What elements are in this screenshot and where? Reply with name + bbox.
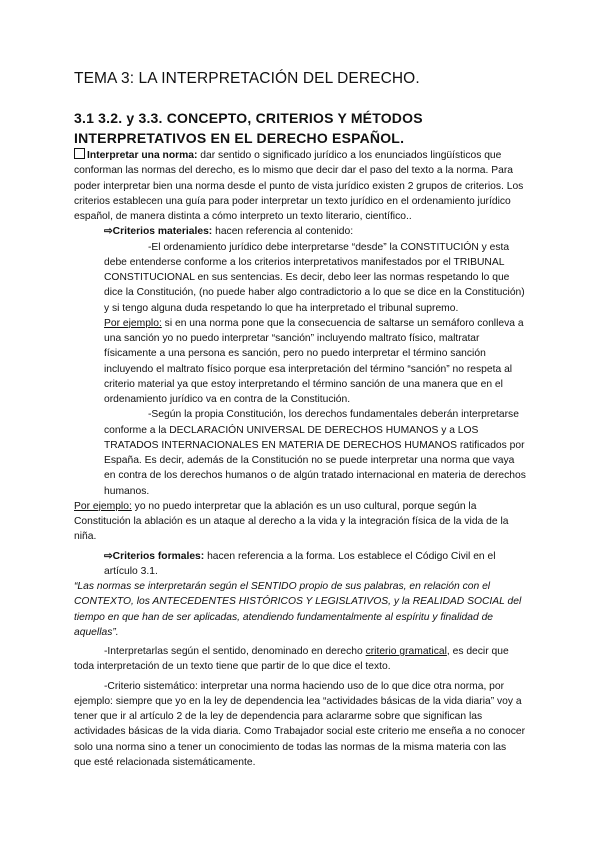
right-arrow-icon: ⇨ xyxy=(104,226,113,238)
materiales-item-1-text: -El ordenamiento jurídico debe interpretarse “desde” la CONSTITUCIÓN y esta debe entenderse conforme a los criterios interpretativos manifestados por el TRIBUNAL CONSTITUCIONAL en sus sentencias. Es decir, debo leer las normas respetando lo que dice la Constitución, (no puede haber algo contradictorio a lo que se dice en la Constitución) y si tengo alguna duda respetando lo que ha interpretado el tribunal supremo. xyxy=(104,241,525,314)
right-arrow-icon: ⇨ xyxy=(104,550,113,562)
document-body xyxy=(74,148,526,770)
example-1-paragraph xyxy=(104,316,526,408)
formales-label: Criterios formales: xyxy=(112,550,205,562)
gramatical-before: -Interpretarlas según el sentido, denominado en derecho xyxy=(104,646,366,657)
example-2-text: yo no puedo interpretar que la ablación es un uso cultural, porque según la Constitución la ablación es un ataque al derecho a la vida y la integración física de la vida de la niña. xyxy=(74,500,509,543)
criterios-materiales-heading xyxy=(74,224,526,239)
materiales-item-2-text: -Según la propia Constitución, los derechos fundamentales deberán interpretarse conforme a la DECLARACIÓN UNIVERSAL DE DERECHOS HUMANOS y a LOS TRATADOS INTERNACIONALES EN MATERIA DE DERECHOS HUMANOS ratificados por España. Es decir, además de la Constitución no se puede interpretar una norma que vaya en contra de los derechos humanos o de algún tratado internacional en materia de derechos humanos. xyxy=(104,409,526,497)
materiales-text: hacen referencia al contenido: xyxy=(212,226,354,238)
definition-paragraph xyxy=(74,148,526,224)
materiales-item-2-block xyxy=(104,407,526,499)
checkbox-square-icon xyxy=(74,148,85,159)
example-2-paragraph xyxy=(74,499,526,545)
materiales-item-1-block xyxy=(104,240,526,316)
civil-code-quote: “Las normas se interpretarán según el SENTIDO propio de sus palabras, en relación con el CONTEXTO, los ANTECEDENTES HISTÓRICOS Y LEGISLATIVOS, y la REALIDAD SOCIAL del tiempo en que han de ser aplicadas, atendiendo fundamentalmente al espíritu y finalidad de aquellas”. xyxy=(74,581,522,638)
materiales-item-1 xyxy=(104,240,526,316)
materiales-item-2 xyxy=(104,407,526,499)
formales-text: hacen referencia a la forma. Los establece el Código Civil en el artículo 3.1. xyxy=(104,550,496,577)
criterio-gramatical-paragraph xyxy=(74,644,526,675)
example-1-text: si en una norma pone que la consecuencia de saltarse un semáforo conlleva a una sanción yo no puedo interpretar “sanción” incluyendo maltrato físico, maltratar físicamente a una persona es sanción, pero no puedo interpretar el término sanción incluyendo el maltrato físico porque esa interpretación del término “sanción” no respeta al criterio material ya que estoy interpretando el término sanción de una manera que en el ordenamiento jurídico va en contra de la Constitución. xyxy=(104,317,524,405)
gramatical-term: criterio gramatical xyxy=(365,646,447,657)
example-1-label: Por ejemplo: xyxy=(104,317,162,329)
definition-label: Interpretar una norma: xyxy=(87,150,198,161)
page-title: TEMA 3: LA INTERPRETACIÓN DEL DERECHO. xyxy=(74,70,420,87)
criterios-formales-heading xyxy=(74,549,526,580)
section-heading: 3.1 3.2. y 3.3. CONCEPTO, CRITERIOS Y MÉTODOS INTERPRETATIVOS EN EL DERECHO ESPAÑOL. xyxy=(74,110,423,146)
definition-text: dar sentido o significado jurídico a los enunciados lingüísticos que conforman las normas del derecho, es lo mismo que decir dar el paso del texto a la norma. Para poder interpretar bien una norma desde el punto de vista jurídico existen 2 grupos de criterios. Los criterios establecen una guía para poder interpretar un texto jurídico en el ordenamiento jurídico español, de manera distinta a cómo interpreto un texto literario, científico.. xyxy=(74,150,524,222)
example-2-label: Por ejemplo: xyxy=(74,500,132,512)
materiales-label: Criterios materiales: xyxy=(112,226,213,238)
criterio-sistematico-paragraph: -Criterio sistemático: interpretar una norma haciendo uso de lo que dice otra norma, por ejemplo: siempre que yo en la ley de dependencia lea “actividades básicas de la vida diaria” voy a tener que ir al artículo 2 de la ley de dependencia para aclararme sobre que significan las actividades básicas de la vida diaria. Como Trabajador social este criterio me enseña a no conocer solo una norma sino a tener un conocimiento de todas las normas de la misma materia con las que esté relacionada sistemáticamente. xyxy=(74,680,526,768)
gramatical-after: , es decir que toda interpretación de un texto tiene que partir de lo que dice el texto. xyxy=(74,646,509,673)
